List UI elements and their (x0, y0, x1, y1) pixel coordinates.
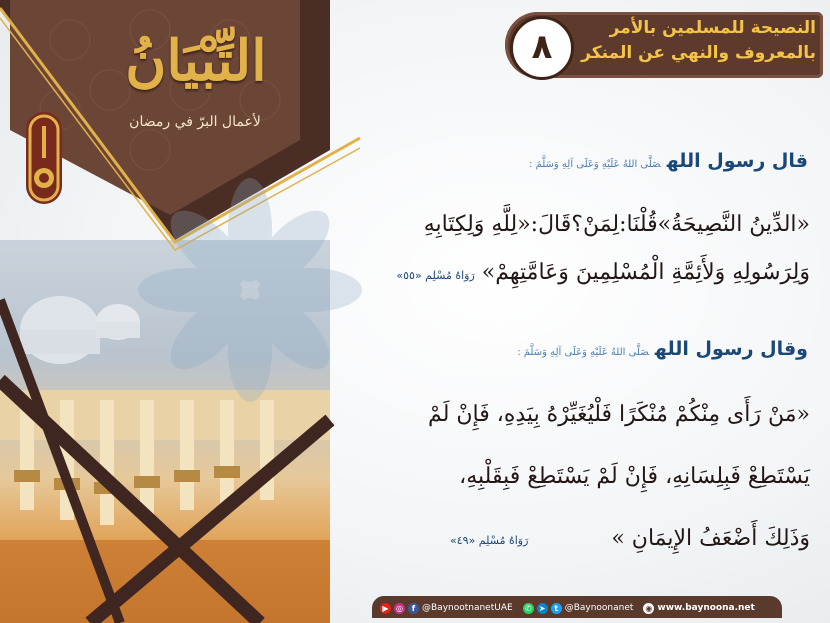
hadith-2-line1: «مَنْ رَأَى مِنْكُمْ مُنْكَرًا فَلْيُغَيِّرْهُ بِيَدِهِ، فَإِنْ لَمْ (428, 402, 810, 427)
hadith-1-line1: «الدِّينُ النَّصِيحَةُ»قُلْنَا:لِمَنْ؟قَالَ:«لِلَّهِ وَلِكِتَابِهِ (423, 212, 810, 237)
youtube-icon: ▶ (380, 603, 391, 614)
header-title-line2: بالمعروف والنهي عن المنكر (581, 43, 816, 63)
logo-title: التِّبْيَانُ (125, 28, 267, 94)
whatsapp-icon: ✆ (523, 603, 534, 614)
telegram-icon: ➤ (537, 603, 548, 614)
hadith-1-line2-text: وَلِرَسُولِهِ وَلأَئِمَّةِ الْمُسْلِمِينَ وَعَامَّتِهِمْ» (481, 260, 810, 285)
handle-1: @BaynootnanetUAE (422, 603, 513, 613)
social-links (380, 598, 755, 618)
salah-text-1: صَلَّى اللهُ عَلَيْهِ وَعَلَى آلِهِ وَسَلَّمَ : (529, 159, 661, 170)
globe-icon: ◉ (643, 603, 654, 614)
hadith-2-line3-text: وَذَلِكَ أَضْعَفُ الإِيمَانِ » (611, 526, 810, 551)
hadith-2-line2: يَسْتَطِعْ فَبِلِسَانِهِ، فَإِنْ لَمْ يَسْتَطِعْ فَبِقَلْبِهِ، (459, 464, 810, 489)
hadith-1-reference: رَوَاهُ مُسْلِم «٥٥» (396, 269, 475, 282)
narrator-intro-2 (517, 338, 808, 360)
narrator-label-1: قال رسول الله (666, 150, 808, 172)
lesson-number-badge: ٨ (510, 16, 574, 80)
social-group-1[interactable] (380, 603, 513, 614)
hadith-section-1 (300, 150, 820, 310)
hadith-1-line2 (396, 260, 810, 285)
salah-text-2: صَلَّى اللهُ عَلَيْهِ وَعَلَى آلِهِ وَسَلَّمَ : (517, 347, 649, 358)
social-group-2[interactable] (523, 603, 634, 614)
narrator-intro-1 (529, 150, 808, 172)
website-link[interactable] (643, 603, 754, 614)
emblem-icon (22, 108, 66, 208)
facebook-icon: f (408, 603, 419, 614)
twitter-icon: t (551, 603, 562, 614)
logo-subtitle: لأعمال البرّ في رمضان (129, 114, 261, 130)
narrator-label-2: وقال رسول الله (654, 338, 808, 360)
hadith-section-2 (300, 338, 820, 578)
hadith-2-reference: رَوَاهُ مُسْلِم «٤٩» (450, 534, 529, 547)
handle-2: @Baynoonanet (564, 603, 634, 613)
header-title (578, 16, 816, 66)
header-title-line1: النصيحة للمسلمين بالأمر (609, 18, 816, 38)
instagram-icon: ◎ (394, 603, 405, 614)
website-text: www.baynoona.net (657, 603, 755, 613)
